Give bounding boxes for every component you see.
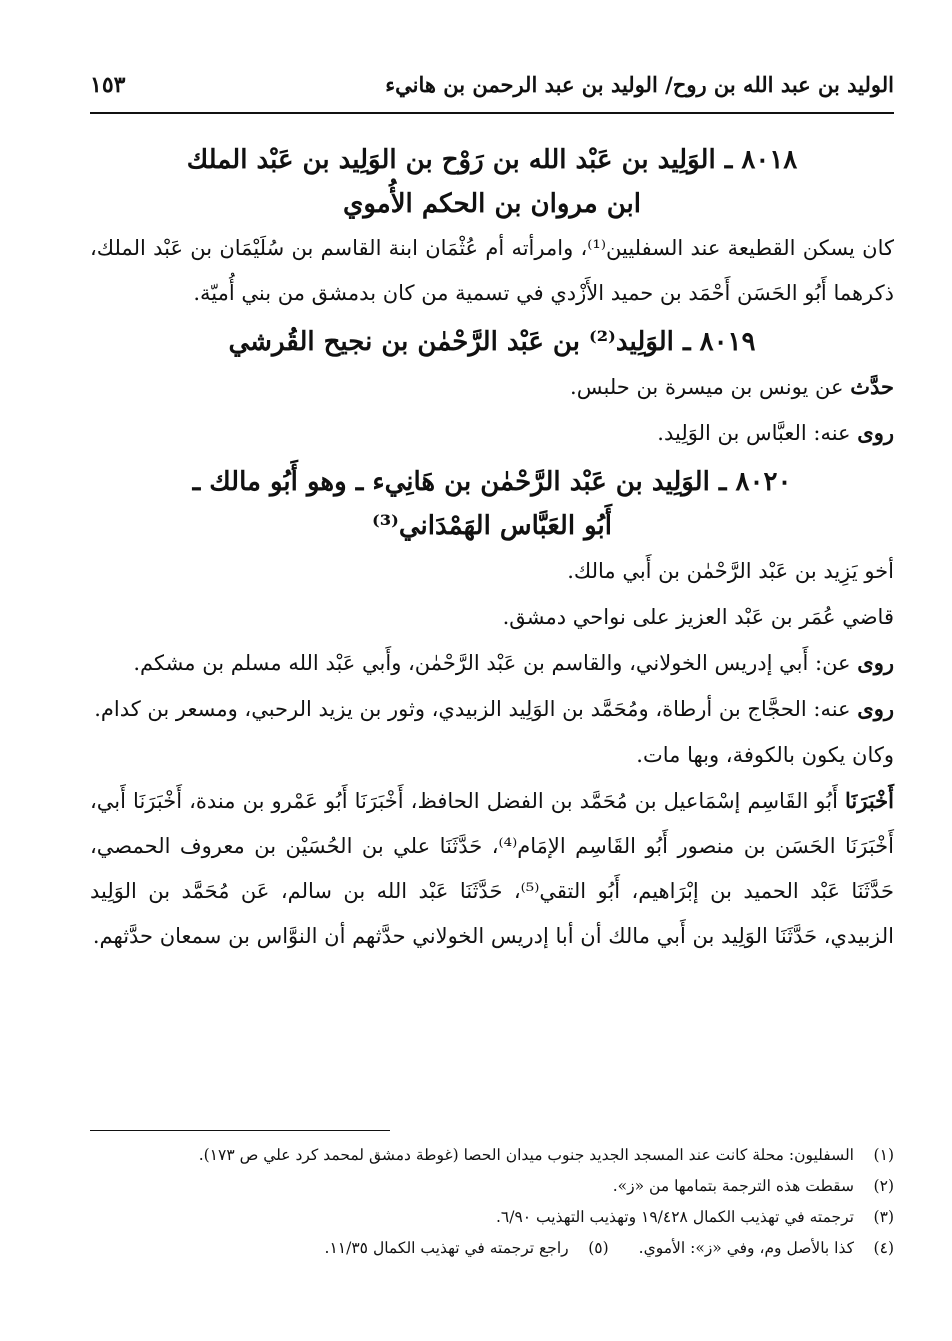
line-text: أخو يَزِيد بن عَبْد الرَّحْمٰن بن أَبي مالك. bbox=[567, 559, 894, 583]
entry-8020-line bbox=[90, 640, 894, 686]
footnote-text: راجع ترجمته في تهذيب الكمال ١١/٣٥. bbox=[324, 1239, 569, 1257]
footnote-rule bbox=[90, 1130, 390, 1131]
footnote-text: كذا بالأصل وم، وفي «ز»: الأموي. bbox=[638, 1239, 854, 1257]
entry-title-8020-line1: ٨٠٢٠ ـ الوَلِيد بن عَبْد الرَّحْمٰن بن هَانِيء ـ وهو أَبُو مالك ـ bbox=[192, 467, 792, 497]
page-header bbox=[90, 72, 894, 108]
footnote-text: ترجمته في تهذيب الكمال ١٩/٤٢٨ وتهذيب التهذيب ٦/٩٠. bbox=[495, 1208, 854, 1226]
footnote-text: سقطت هذه الترجمة بتمامها من «ز». bbox=[612, 1177, 854, 1195]
entry-title-8020-line2: أَبُو العَبَّاس الهَمْدَاني⁽³⁾ bbox=[371, 511, 612, 541]
line-lead: حدَّث bbox=[850, 374, 894, 399]
line-lead: روى bbox=[857, 696, 894, 721]
line-text: عنه: العبَّاس بن الوَلِيد. bbox=[657, 421, 858, 445]
footnote-item bbox=[90, 1140, 894, 1171]
line-text: عن يونس بن ميسرة بن حلبس. bbox=[570, 375, 851, 399]
entry-8020-line bbox=[90, 686, 894, 732]
footnotes bbox=[90, 1140, 894, 1264]
footnote-row bbox=[90, 1233, 894, 1264]
entry-title-8018-line2: ابن مروان بن الحكم الأُموي bbox=[343, 189, 641, 219]
line-text: وكان يكون بالكوفة، وبها مات. bbox=[636, 743, 894, 767]
page-content bbox=[90, 138, 894, 959]
footnote-number: (٥) bbox=[588, 1239, 609, 1257]
header-rule bbox=[90, 112, 894, 114]
entry-8020-line bbox=[90, 732, 894, 778]
footnote-number: (٢) bbox=[873, 1177, 894, 1195]
book-page bbox=[90, 0, 894, 1341]
entry-8019-line bbox=[90, 364, 894, 410]
running-title: الوليد بن عبد الله بن روح/ الوليد بن عبد الرحمن بن هانيء bbox=[385, 72, 894, 97]
page-number: ١٥٣ bbox=[90, 72, 126, 98]
footnote-number: (١) bbox=[873, 1146, 894, 1164]
line-lead: أَخْبَرَنَا bbox=[845, 788, 894, 813]
entry-8018-paragraph: كان يسكن القطيعة عند السفليين⁽¹⁾، وامرأته أم عُثْمَان ابنة القاسم بن سُلَيْمَان بن عَبْد الملك، ذكرهما أَبُو الحَسَن أَحْمَد بن حميد الأَزْدي في تسمية من كان بدمشق من بني أُميّة. bbox=[90, 236, 894, 305]
entry-8020-line bbox=[90, 548, 894, 594]
footnote-item bbox=[639, 1233, 894, 1264]
line-lead: روى bbox=[857, 420, 894, 445]
entry-8019-line bbox=[90, 410, 894, 456]
entry-title-8019: ٨٠١٩ ـ الوَلِيد⁽²⁾ بن عَبْد الرَّحْمٰن بن نجيح القُرشي bbox=[228, 327, 756, 357]
footnote-item bbox=[325, 1233, 609, 1264]
entry-8020-isnad bbox=[90, 778, 894, 959]
line-text: أَبُو القَاسِم إسْمَاعيل بن مُحَمَّد بن الفضل الحافظ، أَخْبَرَنَا أَبُو عَمْرو بن مندة، أَخْبَرَنَا أَبي، أَخْبَرَنَا الحَسَن بن منصور أَبُو القَاسِم الإمَام⁽⁴⁾، حَدَّثَنَا علي بن الحُسَيْن بن معروف الحمصي، حَدَّثَنَا عَبْد الحميد بن إبْرَاهيم، أَبُو التقي⁽⁵⁾، حَدَّثَنَا عَبْد الله بن سالم، عَن مُحَمَّد بن الوَلِيد الزبيدي، حَدَّثَنَا الوَلِيد بن أَبي مالك أن أبا إدريس الخولاني حدَّثهم أن النوَّاس بن سمعان حدَّثهم. bbox=[90, 789, 894, 948]
line-lead: روى bbox=[857, 650, 894, 675]
entry-title-8018-line1: ٨٠١٨ ـ الوَلِيد بن عَبْد الله بن رَوْح بن الوَلِيد بن عَبْد الملك bbox=[186, 145, 798, 175]
footnote-number: (٣) bbox=[873, 1208, 894, 1226]
line-text: عن: أَبي إدريس الخولاني، والقاسم بن عَبْد الرَّحْمٰن، وأَبي عَبْد الله مسلم بن مشكم. bbox=[133, 651, 858, 675]
entry-8020-line bbox=[90, 594, 894, 640]
footnote-item bbox=[90, 1202, 894, 1233]
line-text: عنه: الحجَّاج بن أرطاة، ومُحَمَّد بن الوَلِيد الزبيدي، وثور بن يزيد الرحبي، ومسعر بن كدام. bbox=[94, 697, 858, 721]
footnote-item bbox=[90, 1171, 894, 1202]
footnote-text: السفليون: محلة كانت عند المسجد الجديد جنوب ميدان الحصا (غوطة دمشق لمحمد كرد علي ص ١٧٣). bbox=[198, 1146, 854, 1164]
footnote-number: (٤) bbox=[873, 1239, 894, 1257]
line-text: قاضي عُمَر بن عَبْد العزيز على نواحي دمشق. bbox=[502, 605, 894, 629]
